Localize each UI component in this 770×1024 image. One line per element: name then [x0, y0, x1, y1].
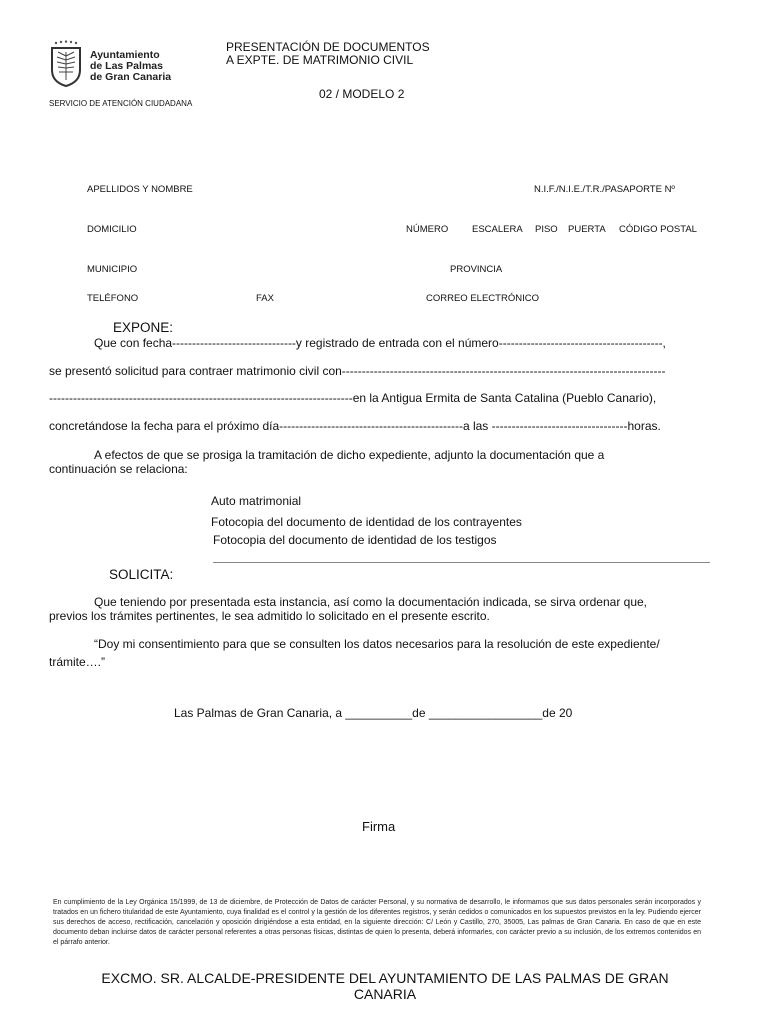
modelo-number: 02 / MODELO 2 [319, 87, 405, 101]
solicita-line-1: Que teniendo por presentada esta instancia, así como la documentación indicada, se sirva ordenar que, [94, 595, 648, 609]
coat-of-arms-icon [48, 40, 84, 88]
solicita-line-2: previos los trámites pertinentes, le sea admitido lo solicitado en el presente escrito. [49, 609, 490, 623]
addressee-footer: EXCMO. SR. ALCALDE-PRESIDENTE DEL AYUNTAMIENTO DE LAS PALMAS DE GRAN CANARIA [101, 970, 669, 1002]
label-puerta: PUERTA [568, 224, 606, 235]
expone-line-4: concretándose la fecha para el próximo día----------------------------------------------a las ----------------------------------horas. [49, 419, 661, 433]
label-piso: PISO [535, 224, 558, 235]
consent-line-1: “Doy mi consentimiento para que se consulten los datos necesarios para la resolución de este expediente/ [94, 637, 660, 651]
label-telefono: TELÉFONO [87, 293, 139, 304]
document-list-item: Fotocopia del documento de identidad de los testigos [213, 533, 497, 547]
title-line-1: PRESENTACIÓN DE DOCUMENTOS [226, 40, 430, 54]
solicita-heading: SOLICITA: [109, 567, 174, 582]
logo-line-3: de Gran Canaria [90, 71, 172, 83]
label-provincia: PROVINCIA [450, 264, 503, 275]
label-escalera: ESCALERA [472, 224, 523, 235]
expone-line-2: se presentó solicitud para contraer matrimonio civil con--------------------------------------------------------------------------------- [49, 364, 666, 378]
document-list-item: Auto matrimonial [211, 494, 302, 508]
expone-line-1: Que con fecha-------------------------------y registrado de entrada con el número-----------------------------------------, [94, 336, 666, 350]
label-municipio: MUNICIPIO [87, 264, 138, 275]
expone-heading: EXPONE: [113, 320, 174, 335]
document-list-item: Fotocopia del documento de identidad de los contrayentes [211, 515, 522, 529]
label-numero: NÚMERO [406, 224, 449, 235]
consent-line-2: trámite….” [49, 655, 106, 669]
label-fax: FAX [256, 293, 274, 304]
expone-para-line-1: A efectos de que se prosiga la tramitación de dicho expediente, adjunto la documentación que a [94, 448, 605, 462]
logo-line-1: Ayuntamiento [90, 49, 160, 61]
expone-para-line-2: continuación se relaciona: [49, 462, 188, 476]
label-apellidos: APELLIDOS Y NOMBRE [87, 184, 193, 195]
logo-line-2: de Las Palmas [90, 60, 163, 72]
data-protection-notice: En cumplimiento de la Ley Orgánica 15/1999, de 13 de diciembre, de Protección de Datos de carácter Personal, y su normativa de desarrollo, le informamos que sus datos personales serán incorporados y tratados en un fichero titularidad de este Ayuntamiento, cuya finalidad es el control y la gestión de los diferentes registros, y serán cedidos o comunicados en los supuestos previstos en la ley. Pudiendo ejercer sus derechos de acceso, rectificación, cancelación y oposición dirigiéndose a esta entidad, en la siguiente dirección: C/ León y Castillo, 270, 35005, Las palmas de Gran Canaria. En caso de que en este documento deban incluirse datos de carácter personal referentes a otras personas físicas, distintas de quien lo presenta, deberá informarles, con carácter previo a su inclusión, de los extremos contenidos en el párrafo anterior. [53, 899, 701, 946]
blank-line [213, 562, 710, 563]
date-line: Las Palmas de Gran Canaria, a __________de _________________de 20 [174, 706, 573, 720]
signature-label: Firma [362, 819, 396, 834]
document-title [226, 41, 430, 67]
label-nif: N.I.F./N.I.E./T.R./PASAPORTE Nº [534, 184, 675, 195]
service-name: SERVICIO DE ATENCIÓN CIUDADANA [49, 99, 193, 108]
expone-line-3: ----------------------------------------------------------------------------en la Antigua Ermita de Santa Catalina (Pueblo Canario), [49, 391, 657, 405]
logo-text [90, 50, 171, 83]
title-line-2: A EXPTE. DE MATRIMONIO CIVIL [226, 53, 414, 67]
label-codigo-postal: CÓDIGO POSTAL [619, 224, 697, 235]
label-correo: CORREO ELECTRÓNICO [426, 293, 539, 304]
label-domicilio: DOMICILIO [87, 224, 137, 235]
